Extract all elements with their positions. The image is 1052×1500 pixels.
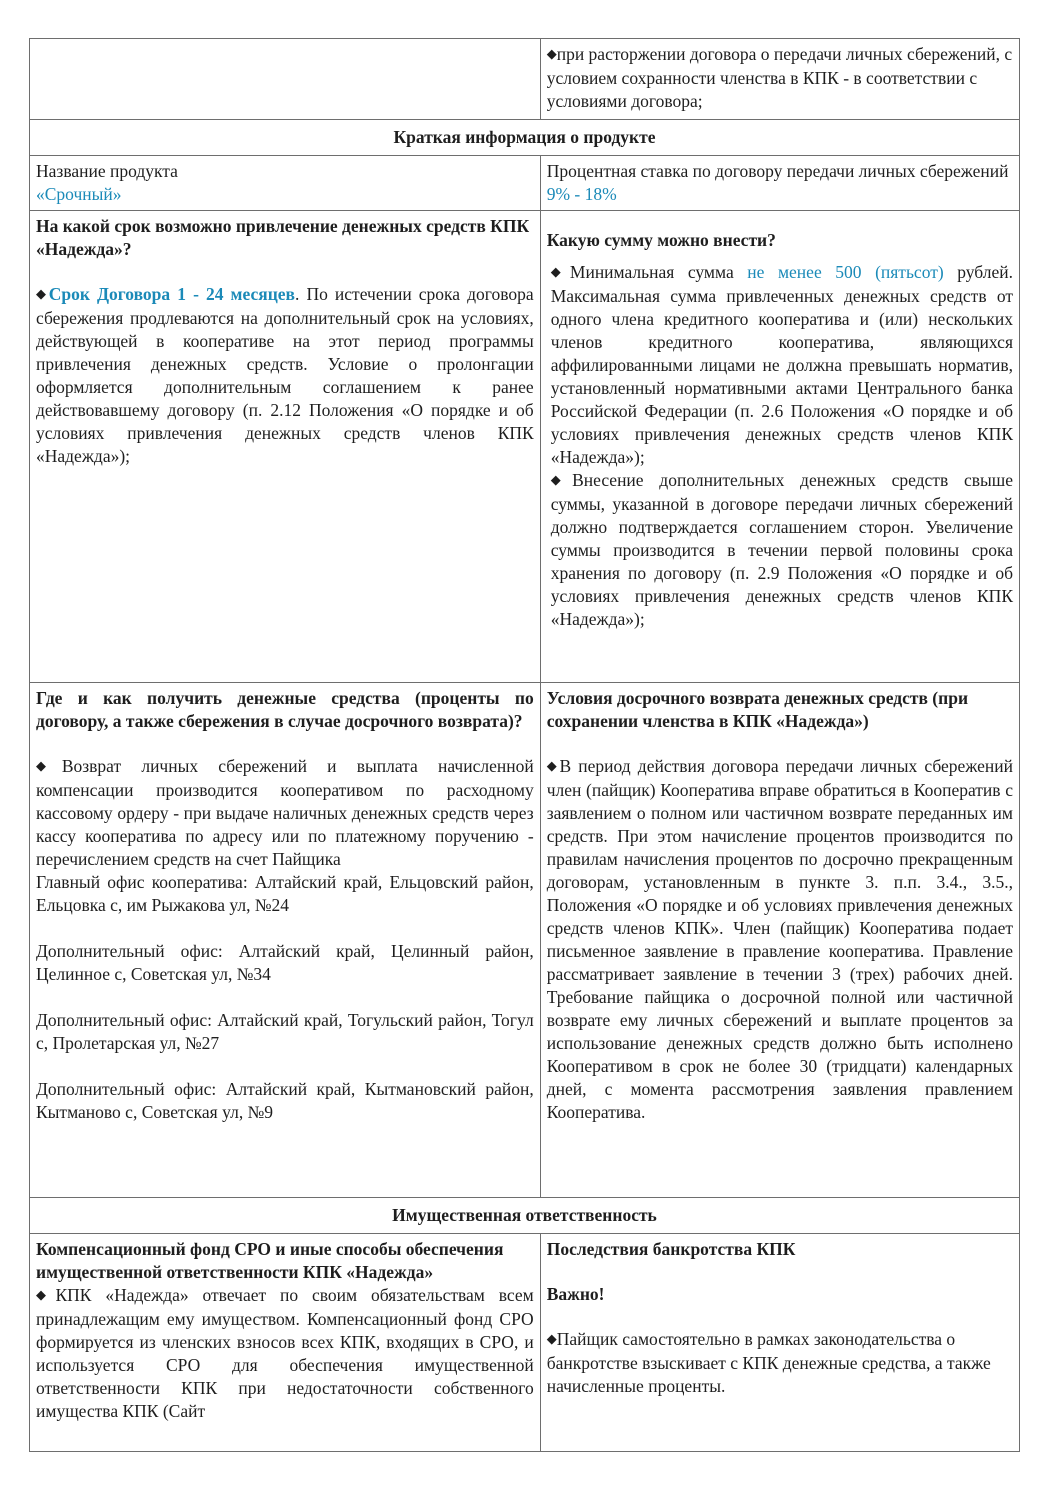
compensation-fund-body: ◆КПК «Надежда» отвечает по своим обязательствам всем принадлежащим ему имуществом. Компенсационный фонд СРО формируется из членских взносов всех КПК, входящих в СРО, и используется СРО для обеспечения имущественной ответственности КПК при недостаточности собственного имущества КПК (Сайт <box>36 1285 534 1421</box>
bullet-diamond-icon: ◆ <box>36 1287 56 1302</box>
office-address-togul: Дополнительный офис: Алтайский край, Тогульский район, Тогул с, Пролетарская ул, №27 <box>36 1010 534 1053</box>
compensation-fund-cell <box>30 1234 541 1452</box>
table-row-term-amount <box>30 211 1020 683</box>
termination-text: при расторжении договора о передачи личных сбережений, с условием сохранности членства в КПК - в соответствии с условиями договора; <box>546 44 1013 111</box>
product-info-table <box>29 38 1020 1452</box>
early-return-cell <box>540 683 1019 1198</box>
section-title-liability: Имущественная ответственность <box>30 1198 1020 1234</box>
product-name-value: «Срочный» <box>36 184 122 204</box>
section-title-product-info: Краткая информация о продукте <box>30 120 1020 156</box>
bankruptcy-cell <box>540 1234 1019 1452</box>
payout-cell <box>30 683 541 1198</box>
interest-rate-value: 9% - 18% <box>546 184 617 204</box>
table-row-continuation <box>30 39 1020 120</box>
early-return-question: Условия досрочного возврата денежных средств (при сохранении членства в КПК «Надежда») <box>546 688 969 731</box>
bullet-diamond-icon: ◆ <box>546 1331 557 1346</box>
bankruptcy-question: Последствия банкротства КПК <box>546 1239 796 1259</box>
amount-question: Какую сумму можно внести? <box>546 230 776 250</box>
product-name-label: Название продукта <box>36 161 178 181</box>
important-label: Важно! <box>546 1284 605 1304</box>
min-amount-highlight: не менее 500 (пятьсот) <box>747 262 944 282</box>
term-body <box>36 283 534 468</box>
early-return-body: ◆В период действия договора передачи личных сбережений член (пайщик) Кооператива вправе обратиться в Кооператив с заявлением о полном или частичном возврате переданных им средств. При этом начисление процентов производится по правилам начисления процентов по досрочно прекращенным договорам, установленным в пункте 3. п.п. 3.4., 3.5., Положения «О порядке и об условиях привлечения денежных средств членов КПК». Член (пайщик) Кооператива подает письменное заявление в правление кооператива. Правление рассматривает заявление в течении 3 (трех) рабочих дней. Требование пайщика о досрочной полной или частичной возврате ему личных сбережений и выплате процентов за использование денежных средств должно быть исполнено Кооперативом в срок не более 30 (тридцати) календарных дней, с момента рассмотрения заявления правлением Кооператива. <box>546 756 1014 1122</box>
table-row-product <box>30 156 1020 211</box>
section-header-row <box>30 1198 1020 1234</box>
table-row-payout-early <box>30 683 1020 1198</box>
term-question: На какой срок возможно привлечение денежных средств КПК «Надежда»? <box>36 216 530 259</box>
payout-question: Где и как получить денежные средства (проценты по договору, а также сбережения в случае досрочного возврата)? <box>36 688 534 731</box>
bankruptcy-body: ◆Пайщик самостоятельно в рамках законодательства о банкротстве взыскивает с КПК денежные средства, а также начисленные проценты. <box>546 1329 991 1396</box>
bullet-diamond-icon: ◆ <box>550 472 573 487</box>
amount-min-paragraph: ◆Минимальная сумма не менее 500 (пятьсот) рублей. Максимальная сумма привлеченных денежных средств от одного члена кредитного кооператива и (или) нескольких членов кредитного кооператива, являющихся аффилированными лицами не должна превышать норматив, установленный нормативными актами Центрального банка Российской Федерации (п. 2.6 Положения «О порядке и об условиях привлечения денежных средств членов КПК «Надежда»); <box>550 262 1014 467</box>
bullet-diamond-icon: ◆ <box>550 264 570 279</box>
term-text: . По истечении срока договора сбережения продлеваются на дополнительный срок на условиях, действующей в кооперативе на этот период программы привлечения денежных средств. Условие о пролонгации оформляется дополнительным соглашением к ранее действовавшему договору (п. 2.12 Положения «О порядке и об условиях привлечения денежных средств членов КПК «Надежда»); <box>36 284 534 466</box>
section-header-row <box>30 120 1020 156</box>
product-name-cell <box>30 156 541 211</box>
term-cell <box>30 211 541 683</box>
compensation-fund-question: Компенсационный фонд СРО и иные способы обеспечения имущественной ответственности КПК «Надежда» <box>36 1239 504 1282</box>
amount-cell <box>540 211 1019 683</box>
empty-cell <box>30 39 541 120</box>
bullet-diamond-icon: ◆ <box>546 758 560 773</box>
interest-rate-label: Процентная ставка по договору передачи личных сбережений <box>546 161 1009 181</box>
bullet-diamond-icon: ◆ <box>36 758 62 773</box>
office-address-main: Главный офис кооператива: Алтайский край, Ельцовский район, Ельцовка с, им Рыжакова ул, №24 <box>36 872 534 915</box>
payout-body: ◆Возврат личных сбережений и выплата начисленной компенсации производится кооперативом по расходному кассовому ордеру - при выдаче наличных денежных средств через кассу кооператива по адресу или по платежному поручению - перечислением средств на счет Пайщика <box>36 756 534 869</box>
office-address-kytmanovo: Дополнительный офис: Алтайский край, Кытмановский район, Кытманово с, Советская ул, №9 <box>36 1079 534 1122</box>
termination-cell <box>540 39 1019 120</box>
term-highlight: Срок Договора 1 - 24 месяцев <box>48 284 295 304</box>
table-row-liability <box>30 1234 1020 1452</box>
amount-extra-paragraph: ◆Внесение дополнительных денежных средств свыше суммы, указанной в договоре передачи личных сбережений должно подтверждается соглашением сторон. Увеличение суммы производится в течении первой половины срока хранения по договору (п. 2.9 Положения «О порядке и об условиях привлечения денежных средств членов КПК «Надежда»); <box>550 470 1013 629</box>
bullet-diamond-icon: ◆ <box>546 46 557 61</box>
office-address-celinnoe: Дополнительный офис: Алтайский край, Целинный район, Целинное с, Советская ул, №34 <box>36 941 534 984</box>
interest-rate-cell <box>540 156 1019 211</box>
bullet-diamond-icon: ◆ <box>36 286 49 301</box>
